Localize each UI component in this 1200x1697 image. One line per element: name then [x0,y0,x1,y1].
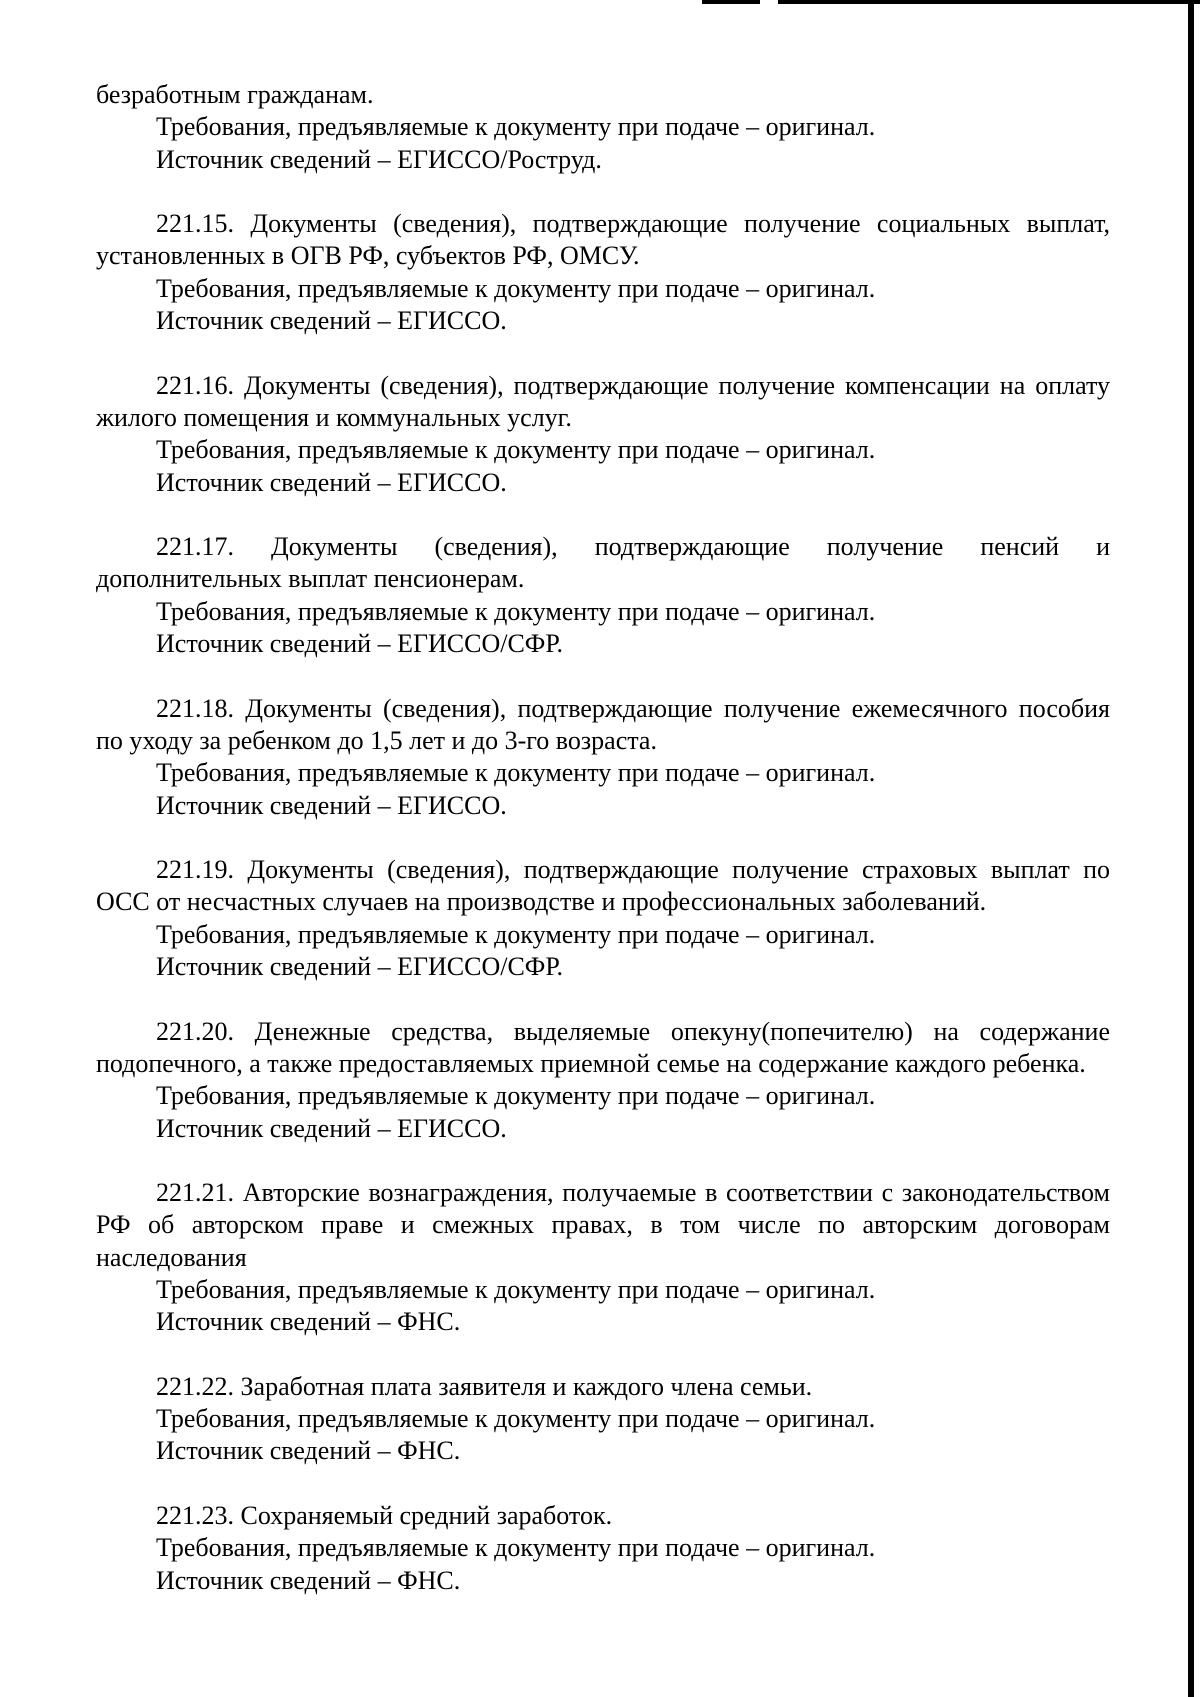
document-block [96,1016,1110,1145]
document-block [96,1177,1110,1338]
block-spacer [96,1468,1110,1500]
document-body [96,79,1110,1597]
document-block [96,208,1110,337]
block-source: Источник сведений – ЕГИССО/СФР. [156,629,564,659]
document-block [96,693,1110,822]
block-requirement: Требования, предъявляемые к документу при подаче – оригинал. [156,919,876,949]
document-block [96,854,1110,983]
block-requirement: Требования, предъявляемые к документу при подаче – оригинал. [156,1533,876,1563]
block-source: Источник сведений – ЕГИССО. [156,1113,507,1143]
block-requirement: Требования, предъявляемые к документу при подаче – оригинал. [156,1081,876,1111]
block-text: 221.22. Заработная плата заявителя и каждого члена семьи. [156,1371,813,1401]
block-text: 221.17. Документы (сведения), подтверждающие получение пенсий и дополнительных выплат пенсионерам. [96,532,1110,594]
block-text: безработным гражданам. [96,80,374,109]
document-block [96,370,1110,499]
block-requirement: Требования, предъявляемые к документу при подаче – оригинал. [156,1404,876,1434]
block-text: 221.20. Денежные средства, выделяемые опекуну(попечителю) на содержание подопечного, а также предоставляемых приемной семье на содержание каждого ребенка. [96,1016,1110,1078]
document-block [96,1500,1110,1597]
block-text: 221.15. Документы (сведения), подтверждающие получение социальных выплат, установленных в ОГВ РФ, субъектов РФ, ОМСУ. [96,209,1110,271]
block-spacer [96,660,1110,692]
block-source: Источник сведений – ЕГИССО/СФР. [156,952,564,982]
block-spacer [96,822,1110,854]
block-source: Источник сведений – ЕГИССО. [156,790,507,820]
block-requirement: Требования, предъявляемые к документу при подаче – оригинал. [156,273,876,303]
block-spacer [96,1339,1110,1371]
scan-edge-top-gap [760,0,778,4]
block-spacer [96,337,1110,369]
document-block [96,531,1110,660]
block-spacer [96,176,1110,208]
block-source: Источник сведений – ЕГИССО. [156,306,507,336]
block-requirement: Требования, предъявляемые к документу при подаче – оригинал. [156,1274,876,1304]
block-spacer [96,983,1110,1015]
block-source: Источник сведений – ФНС. [156,1307,461,1337]
block-requirement: Требования, предъявляемые к документу при подаче – оригинал. [156,596,876,626]
block-spacer [96,499,1110,531]
block-requirement: Требования, предъявляемые к документу при подаче – оригинал. [156,112,876,142]
block-text: 221.21. Авторские вознаграждения, получаемые в соответствии с законодательством РФ об авторском праве и смежных правах, в том числе по авторским договорам наследования [96,1178,1110,1272]
block-source: Источник сведений – ЕГИССО. [156,467,507,497]
block-spacer [96,1145,1110,1177]
block-requirement: Требования, предъявляемые к документу при подаче – оригинал. [156,758,876,788]
block-text: 221.18. Документы (сведения), подтверждающие получение ежемесячного пособия по уходу за ребенком до 1,5 лет и до 3-го возраста. [96,693,1110,755]
scan-edge-right [1188,0,1194,1697]
block-requirement: Требования, предъявляемые к документу при подаче – оригинал. [156,435,876,465]
block-text: 221.19. Документы (сведения), подтверждающие получение страховых выплат по ОСС от несчастных случаев на производстве и профессиональных заболеваний. [96,855,1110,917]
block-source: Источник сведений – ФНС. [156,1436,461,1466]
block-text: 221.16. Документы (сведения), подтверждающие получение компенсации на оплату жилого помещения и коммунальных услуг. [96,370,1110,432]
document-block [96,1371,1110,1468]
block-source: Источник сведений – ЕГИССО/Роструд. [156,144,602,174]
block-text: 221.23. Сохраняемый средний заработок. [156,1501,613,1531]
block-source: Источник сведений – ФНС. [156,1565,461,1595]
document-block [96,79,1110,176]
